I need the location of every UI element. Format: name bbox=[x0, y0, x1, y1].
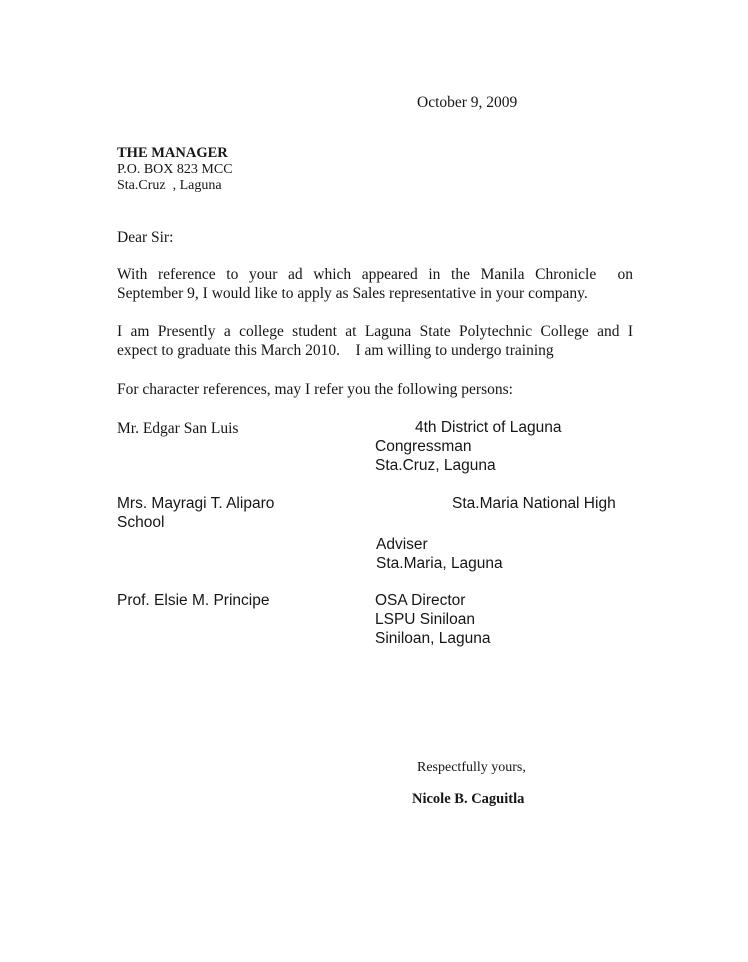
reference-1-title: Congressman bbox=[375, 438, 472, 455]
closing-phrase: Respectfully yours, bbox=[417, 760, 526, 775]
paragraph-1-line-2: September 9, I would like to apply as Sales representative in your company. bbox=[117, 285, 588, 302]
reference-2-location: Sta.Maria, Laguna bbox=[376, 555, 503, 572]
reference-3-title: OSA Director bbox=[375, 592, 466, 609]
reference-2-organization-wrap: School bbox=[117, 514, 165, 531]
reference-1-location: Sta.Cruz, Laguna bbox=[375, 457, 496, 474]
reference-3-name: Prof. Elsie M. Principe bbox=[117, 592, 270, 609]
signature-name: Nicole B. Caguitla bbox=[412, 791, 525, 807]
reference-3-location: Siniloan, Laguna bbox=[375, 630, 491, 647]
reference-2-organization: Sta.Maria National High bbox=[452, 495, 616, 512]
reference-2-title: Adviser bbox=[376, 536, 428, 553]
reference-1-name: Mr. Edgar San Luis bbox=[117, 420, 239, 437]
letter-date: October 9, 2009 bbox=[417, 94, 518, 111]
references-intro: For character references, may I refer you the following persons: bbox=[117, 381, 513, 398]
recipient-title: THE MANAGER bbox=[117, 145, 228, 161]
recipient-address-line-2: Sta.Cruz , Laguna bbox=[117, 178, 222, 193]
salutation: Dear Sir: bbox=[117, 229, 174, 246]
reference-1-position: 4th District of Laguna bbox=[415, 419, 562, 436]
recipient-address-line-1: P.O. BOX 823 MCC bbox=[117, 162, 233, 177]
paragraph-1-line-1: With reference to your ad which appeared in the Manila Chronicle on bbox=[117, 266, 633, 283]
paragraph-2-line-1: I am Presently a college student at Laguna State Polytechnic College and I bbox=[117, 323, 633, 340]
reference-2-name: Mrs. Mayragi T. Aliparo bbox=[117, 495, 275, 512]
reference-3-organization: LSPU Siniloan bbox=[375, 611, 475, 628]
paragraph-2-line-2: expect to graduate this March 2010. I am willing to undergo training bbox=[117, 342, 554, 359]
